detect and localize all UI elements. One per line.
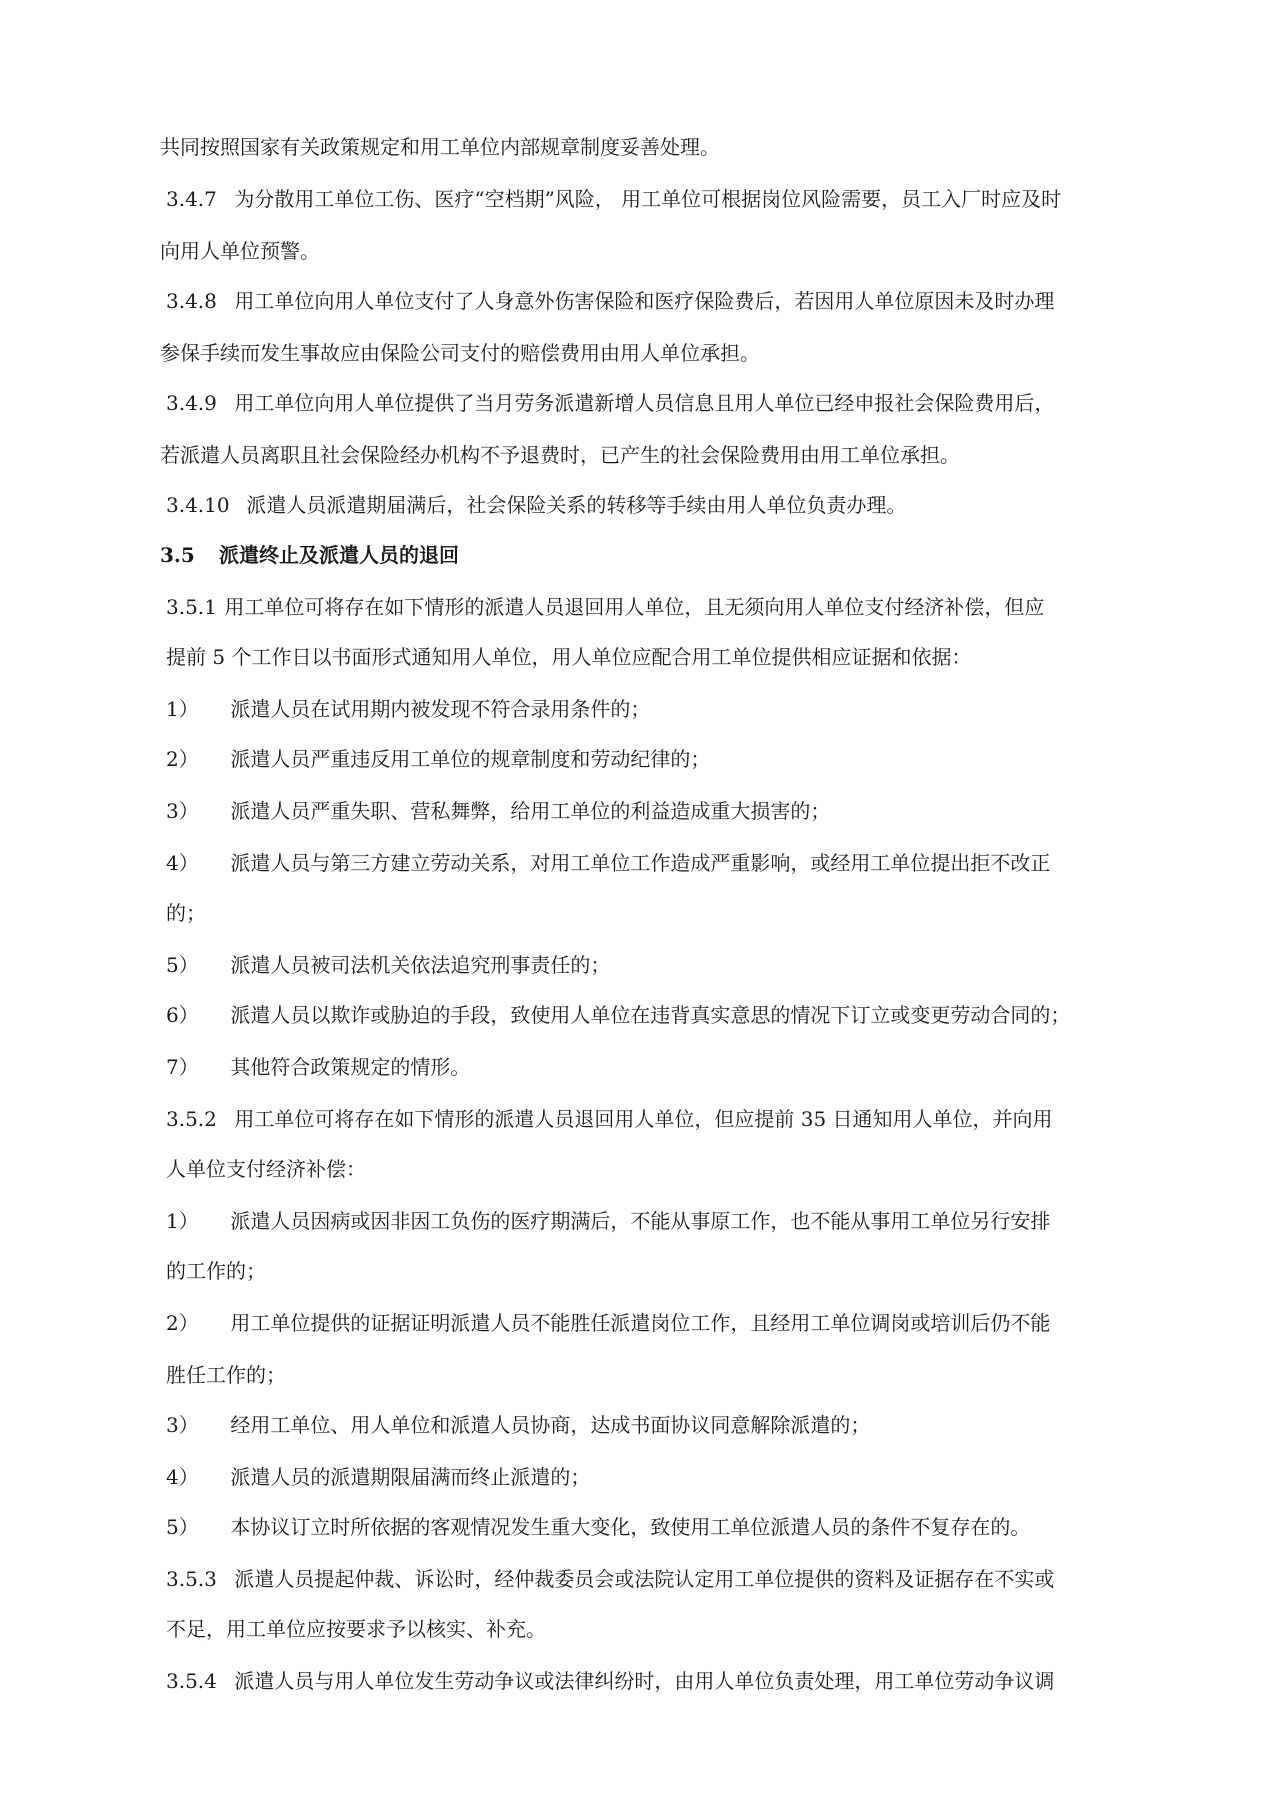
clause-number: 3.4.7 [166,187,217,211]
clause-number: 3.5.1 [166,595,217,619]
clause-text: 用工单位向用人单位支付了人身意外伤害保险和医疗保险费后，若因用人单位原因未及时办理 [234,289,1055,313]
clause-3-5-4 [166,1667,1054,1695]
list-item [166,1411,870,1439]
clause-3-4-9 [166,389,1054,417]
line-text: 向用人单位预警。 [160,239,320,263]
list-text: 用工单位提供的证据证明派遣人员不能胜任派遣岗位工作，且经用工单位调岗或培训后仍不能 [230,1311,1051,1335]
line-text: 胜任工作的； [166,1363,286,1387]
paragraph-line [166,1615,546,1643]
list-text: 本协议订立时所依据的客观情况发生重大变化，致使用工单位派遣人员的条件不复存在的。 [230,1515,1031,1539]
list-number: 5） [166,953,199,977]
clause-number: 3.4.10 [166,493,230,517]
clause-3-4-8 [166,287,1054,315]
paragraph-line [160,441,960,469]
clause-3-5-2 [166,1105,1053,1133]
paragraph-line [166,1257,266,1285]
clause-text: 派遣人员提起仲裁、诉讼时，经仲裁委员会或法院认定用工单位提供的资料及证据存在不实或 [234,1567,1055,1591]
list-number: 4） [166,1465,199,1489]
list-item [166,745,710,773]
list-item [166,1207,1050,1235]
clause-text: 派遣人员派遣期届满后，社会保险关系的转移等手续由用人单位负责办理。 [246,493,907,517]
paragraph-line [166,1361,286,1389]
section-title: 派遣终止及派遣人员的退回 [218,543,459,567]
list-number: 4） [166,851,199,875]
list-text: 派遣人员与第三方建立劳动关系，对用工单位工作造成严重影响，或经用工单位提出拒不改正 [230,851,1051,875]
paragraph-line [160,133,720,161]
paragraph-line [166,899,206,927]
line-text: 的工作的； [166,1259,266,1283]
list-text: 派遣人员的派遣期限届满而终止派遣的； [230,1465,591,1489]
list-item [166,1463,590,1491]
list-item [166,951,610,979]
list-item [166,1513,1030,1541]
list-number: 5） [166,1515,199,1539]
list-text: 派遣人员以欺诈或胁迫的手段，致使用人单位在违背真实意思的情况下订立或变更劳动合同的； [230,1003,1071,1027]
line-text: 人单位支付经济补偿： [166,1157,366,1181]
list-item [166,1053,470,1081]
list-number: 7） [166,1055,199,1079]
clause-text: 用工单位可将存在如下情形的派遣人员退回用人单位，但应提前 35 日通知用人单位，并向用 [234,1107,1053,1131]
list-number: 2） [166,1311,199,1335]
clause-number: 3.5.4 [166,1669,217,1693]
clause-number: 3.5.3 [166,1567,217,1591]
section-heading-3-5 [160,541,459,569]
paragraph-line [160,339,760,367]
clause-text: 用工单位可将存在如下情形的派遣人员退回用人单位，且无须向用人单位支付经济补偿，但应 [224,595,1045,619]
list-number: 2） [166,747,199,771]
list-number: 1） [166,1209,199,1233]
clause-3-4-10 [166,491,906,519]
clause-3-5-3 [166,1565,1054,1593]
line-text: 参保手续而发生事故应由保险公司支付的赔偿费用由用人单位承担。 [160,341,760,365]
list-item [166,695,650,723]
paragraph-line [166,643,971,671]
line-text: 提前 5 个工作日以书面形式通知用人单位，用人单位应配合用工单位提供相应证据和依据： [166,645,972,669]
paragraph-line [160,237,320,265]
paragraph-line [166,1155,366,1183]
list-number: 3） [166,1413,199,1437]
line-text: 的； [166,901,206,925]
clause-number: 3.5.2 [166,1107,217,1131]
list-text: 派遣人员严重失职、营私舞弊，给用工单位的利益造成重大损害的； [230,799,831,823]
list-number: 6） [166,1003,199,1027]
list-item [166,797,830,825]
clause-3-4-7 [166,185,1061,213]
clause-number: 3.4.9 [166,391,217,415]
clause-3-5-1 [166,593,1044,621]
list-item [166,849,1050,877]
list-text: 其他符合政策规定的情形。 [230,1055,471,1079]
list-text: 派遣人员因病或因非因工负伤的医疗期满后，不能从事原工作，也不能从事用工单位另行安排 [230,1209,1051,1233]
clause-text: 派遣人员与用人单位发生劳动争议或法律纠纷时，由用人单位负责处理，用工单位劳动争议调 [234,1669,1055,1693]
list-text: 经用工单位、用人单位和派遣人员协商，达成书面协议同意解除派遣的； [230,1413,871,1437]
clause-text: 用工单位向用人单位提供了当月劳务派遣新增人员信息且用人单位已经申报社会保险费用后， [234,391,1055,415]
list-item [166,1001,1070,1029]
list-text: 派遣人员被司法机关依法追究刑事责任的； [230,953,611,977]
list-number: 1） [166,697,199,721]
clause-text: 为分散用工单位工伤、医疗“空档期”风险， 用工单位可根据岗位风险需要，员工入厂时应及时 [234,187,1062,211]
list-text: 派遣人员在试用期内被发现不符合录用条件的； [230,697,651,721]
list-item [166,1309,1050,1337]
clause-number: 3.4.8 [166,289,217,313]
line-text: 若派遣人员离职且社会保险经办机构不予退费时，已产生的社会保险费用由用工单位承担。 [160,443,960,467]
list-number: 3） [166,799,199,823]
line-text: 共同按照国家有关政策规定和用工单位内部规章制度妥善处理。 [160,135,720,159]
line-text: 不足，用工单位应按要求予以核实、补充。 [166,1617,546,1641]
list-text: 派遣人员严重违反用工单位的规章制度和劳动纪律的； [230,747,711,771]
section-number: 3.5 [160,543,195,567]
